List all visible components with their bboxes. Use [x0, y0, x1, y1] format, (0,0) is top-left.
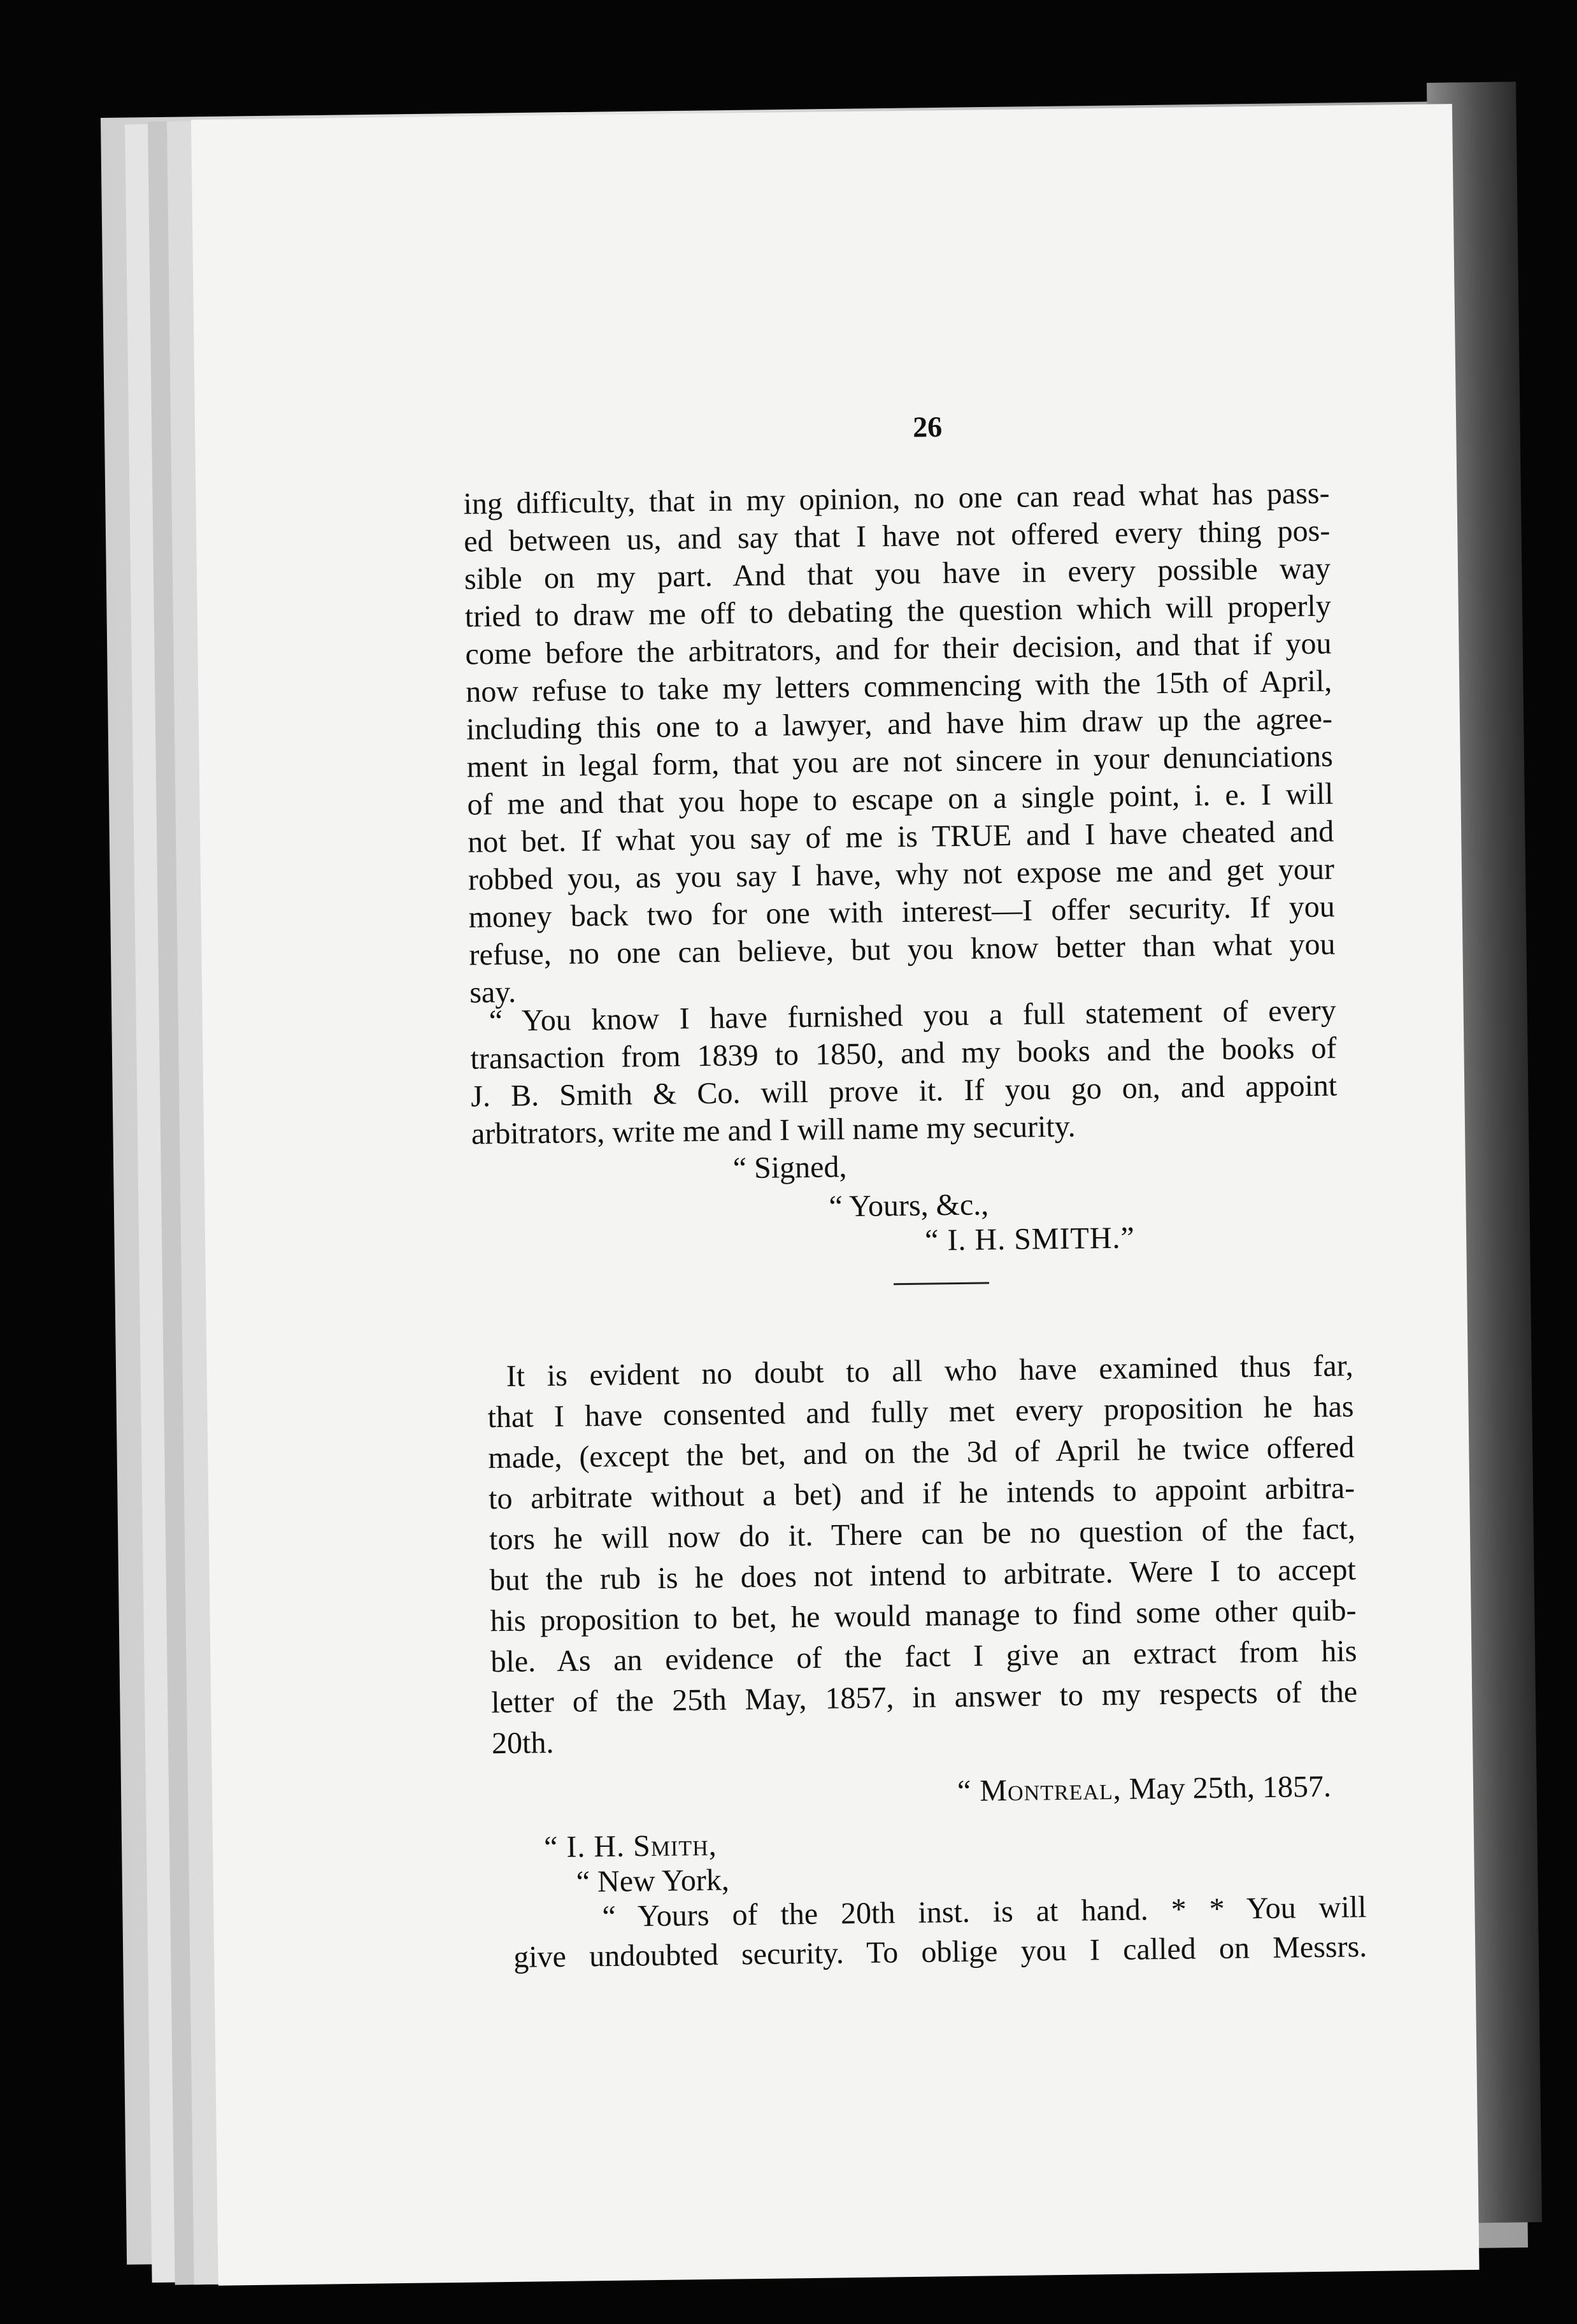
text-line: ment in legal form, that you are not sincere in your denunciations — [466, 739, 1334, 784]
text-line: made, (except the bet, and on the 3d of April he twice offered — [488, 1430, 1355, 1475]
text-line: arbitrators, write me and I will name my security. — [471, 1109, 1076, 1151]
text-line: including this one to a lawyer, and have him draw up the agree- — [466, 701, 1333, 747]
text-line: “ You know I have furnished you a full statement of every — [489, 993, 1337, 1038]
text-line: transaction from 1839 to 1850, and my books and the books of — [470, 1031, 1337, 1076]
text-line: tried to draw me off to debating the question which will properly — [464, 589, 1332, 634]
text-line: letter of the 25th May, 1857, in answer to my respects of the — [490, 1675, 1358, 1720]
text-line: It is evident no doubt to all who have examined thus far, — [506, 1349, 1354, 1393]
text-line: ble. As an evidence of the fact I give an extract from his — [490, 1634, 1357, 1679]
text-line: tors he will now do it. There can be no question of the fact, — [489, 1512, 1356, 1557]
dateline-place: “ Montreal, — [957, 1772, 1122, 1809]
text-line: but the rub is he does not intend to arbitrate. Were I to accept — [489, 1553, 1357, 1598]
text-line: that I have consented and fully met every proposition he has — [487, 1389, 1354, 1435]
text-line: robbed you, as you say I have, why not expose me and get your — [467, 852, 1335, 897]
text-line: his proposition to bet, he would manage to find some other quib- — [490, 1593, 1357, 1639]
text-line: now refuse to take my letters commencing with the 15th of April, — [465, 664, 1332, 709]
book-page — [191, 104, 1480, 2286]
signed-line: “ Signed, — [732, 1150, 847, 1186]
salutation-city: “ New York, — [576, 1863, 730, 1899]
text-line: ed between us, and say that I have not offered every thing pos- — [464, 513, 1331, 559]
text-line: come before the arbitrators, and for their decision, and that if you — [465, 626, 1332, 671]
text-line: ing difficulty, that in my opinion, no one can read what has pass- — [463, 476, 1330, 521]
text-line: say. — [469, 975, 517, 1010]
text-line: 20th. — [491, 1726, 554, 1761]
closing-line: “ Yours, &c., — [829, 1187, 989, 1224]
signature: “ I. H. SMITH.” — [924, 1221, 1136, 1258]
text-line: money back two for one with interest—I offer security. If you — [468, 889, 1335, 935]
text-line: give undoubted security. To oblige you I called on Messrs. — [513, 1930, 1367, 1974]
text-line: to arbitrate without a bet) and if he intends to appoint arbitra- — [488, 1471, 1355, 1516]
dateline — [957, 1768, 1332, 1810]
dateline-date: May 25th, 1857. — [1129, 1769, 1332, 1806]
text-line: J. B. Smith & Co. will prove it. If you go on, and appoint — [470, 1068, 1338, 1114]
text-line: of me and that you hope to escape on a single point, i. e. I will — [467, 777, 1334, 822]
salutation-name: “ I. H. Smith, — [543, 1828, 717, 1865]
page-number: 26 — [912, 410, 943, 443]
text-line: “ Yours of the 20th inst. is at hand. * * You will — [602, 1890, 1367, 1934]
section-divider — [894, 1282, 989, 1285]
text-line: sible on my part. And that you have in every possible way — [464, 551, 1331, 596]
text-line: not bet. If what you say of me is TRUE and I have cheated and — [467, 814, 1334, 859]
text-line: refuse, no one can believe, but you know better than what you — [469, 927, 1336, 972]
